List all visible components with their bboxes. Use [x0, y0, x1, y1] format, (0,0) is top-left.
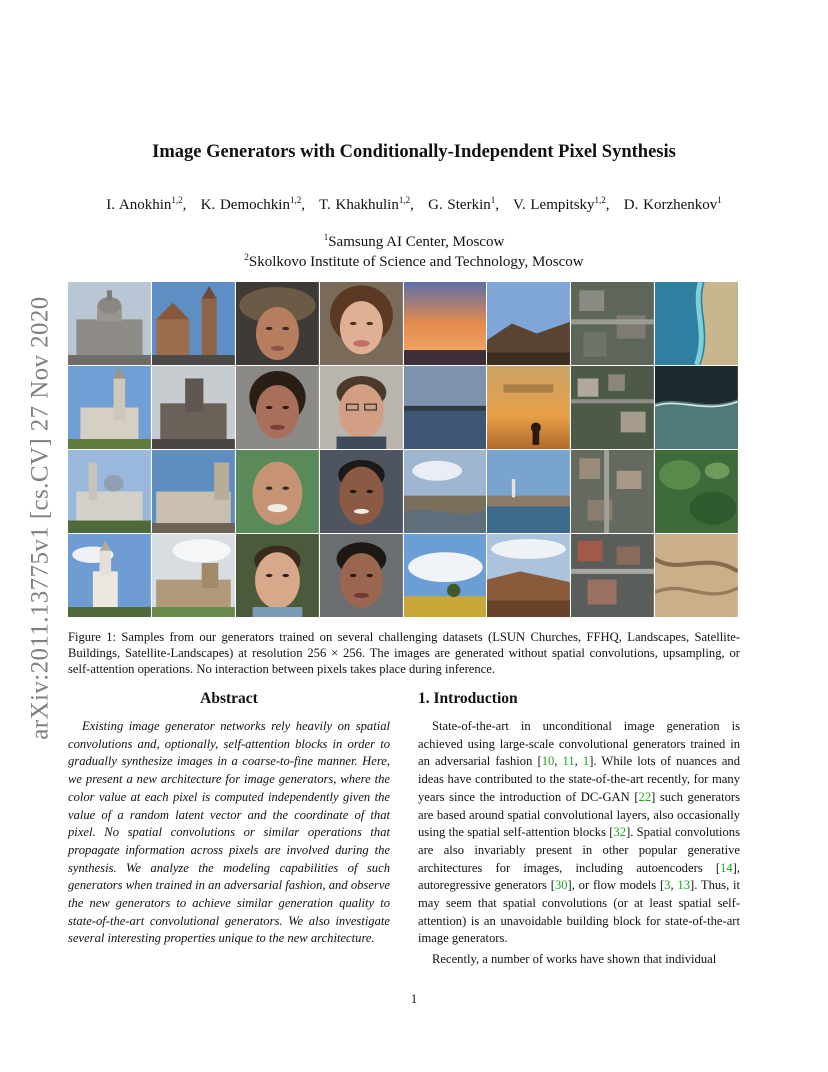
paper-title: Image Generators with Conditionally-Independent Pixel Synthesis — [152, 142, 676, 162]
sample-face-image — [320, 282, 403, 365]
arxiv-stamp-text: arXiv:2011.13775v1 [cs.CV] 27 Nov 2020 — [27, 296, 54, 740]
sample-satellite-image — [655, 366, 738, 449]
citation-link[interactable]: 14 — [720, 860, 733, 875]
sample-satellite-image — [655, 450, 738, 533]
sample-church-image — [68, 282, 151, 365]
abstract-heading: Abstract — [200, 690, 258, 707]
sample-face-image — [320, 366, 403, 449]
citation-link[interactable]: 11 — [562, 754, 575, 769]
sample-church-image — [68, 534, 151, 617]
author: K. Demochkin$^{1,2}$ — [200, 195, 302, 213]
introduction-paragraph: Recently, a number of works have shown that individual — [432, 952, 717, 967]
sample-landscape-image — [404, 282, 487, 365]
sample-face-image — [236, 534, 319, 617]
author: I. Anokhin$^{1,2}$ — [106, 195, 183, 213]
sample-face-image — [236, 450, 319, 533]
sample-satellite-image — [571, 450, 654, 533]
sample-landscape-image — [404, 534, 487, 617]
sample-face-image — [320, 534, 403, 617]
author: D. Korzhenkov$^1$ — [623, 195, 722, 213]
abstract-section — [68, 690, 390, 948]
sample-landscape-image — [487, 282, 570, 365]
author: G. Sterkin$^1$ — [428, 195, 496, 213]
sample-face-image — [236, 282, 319, 365]
sample-church-image — [152, 282, 235, 365]
abstract-text: Existing image generator networks rely heavily on spatial convolutions and, optionally, self-attention blocks in order to gradually synthesize images in a coarse-to-fine manner. Here, we present a new architecture for image generators, where the color value at each pixel is computed independently given the value of a random latent vector and the coordinate of that pixel. No spatial convolutions or similar operations that propagate information across pixels are involved during the synthesis. We analyze the modeling capabilities of such generators when trained in an adversarial fashion, and observe the new generators to achieve similar generation quality to state-of-the-art convolutional generators. We also investigate several interesting properties unique to the new architecture. — [68, 719, 390, 946]
citation-link[interactable]: 30 — [554, 878, 568, 893]
sample-satellite-image — [571, 282, 654, 365]
sample-church-image — [152, 366, 235, 449]
arxiv-stamp — [16, 280, 66, 756]
figure-caption: Figure 1: Samples from our generators trained on several challenging datasets (LSUN Churches, FFHQ, Landscapes, Satellite-Buildings, Satellite-Landscapes) at resolution 256 × 256. The images are generated without spatial convolutions, upsampling, or self-attention operations. No interaction between pixels takes place during inference. — [68, 630, 740, 676]
sample-landscape-image — [404, 450, 487, 533]
sample-satellite-image — [571, 366, 654, 449]
citation-link[interactable]: 22 — [638, 789, 652, 804]
introduction-paragraph: State-of-the-art in unconditional image generation is achieved using large-scale convolutional generators trained in an adversarial fashion [10, 11, 1]. While lots of nuances and ideas have contributed to the state-of-the-art recently, for many years since the introduction of DC-GAN [22] such generators are based around spatial convolutional layers, also occasionally using the spatial self-attention blocks [32]. Spatial convolutions are also invariably present in other popular generative architectures for images, including autoencoders [14], autoregressive generators [30], or flow models [3, 13]. Thus, it may seem that spatial convolutions (or at least spatial self-attention) is an unavoidable building block for state-of-the-art image generators. — [418, 719, 741, 946]
citation-link[interactable]: 1 — [582, 754, 590, 769]
sample-face-image — [236, 366, 319, 449]
citation-link[interactable]: 3 — [664, 878, 671, 893]
affiliation-1: $^1$Samsung AI Center, Moscow — [323, 232, 505, 250]
introduction-heading: 1. Introduction — [418, 690, 518, 707]
sample-landscape-image — [487, 450, 570, 533]
figure-sample-grid — [68, 282, 738, 617]
introduction-section — [418, 690, 740, 969]
sample-face-image — [320, 450, 403, 533]
sample-church-image — [68, 366, 151, 449]
sample-satellite-image — [655, 534, 738, 617]
citation-link[interactable]: 13 — [677, 878, 690, 893]
sample-landscape-image — [487, 534, 570, 617]
author-list: I. Anokhin$^{1,2}$, K. Demochkin$^{1,2}$, T. Khakhulin$^{1,2}$, G. Sterkin$^1$, V. Lempitsky$^{1,2}$, D. Korzhenkov$^1$ — [106, 195, 722, 213]
author: V. Lempitsky$^{1,2}$ — [512, 195, 606, 213]
citation-link[interactable]: 32 — [613, 825, 627, 840]
sample-landscape-image — [404, 366, 487, 449]
citation-link[interactable]: 10 — [541, 754, 555, 769]
sample-landscape-image — [487, 366, 570, 449]
sample-church-image — [68, 450, 151, 533]
page-number: 1 — [410, 992, 418, 1006]
sample-church-image — [152, 534, 235, 617]
author: T. Khakhulin$^{1,2}$ — [318, 195, 411, 213]
sample-satellite-image — [571, 534, 654, 617]
sample-satellite-image — [655, 282, 738, 365]
sample-church-image — [152, 450, 235, 533]
affiliation-2: $^2$Skolkovo Institute of Science and Technology, Moscow — [244, 252, 584, 270]
